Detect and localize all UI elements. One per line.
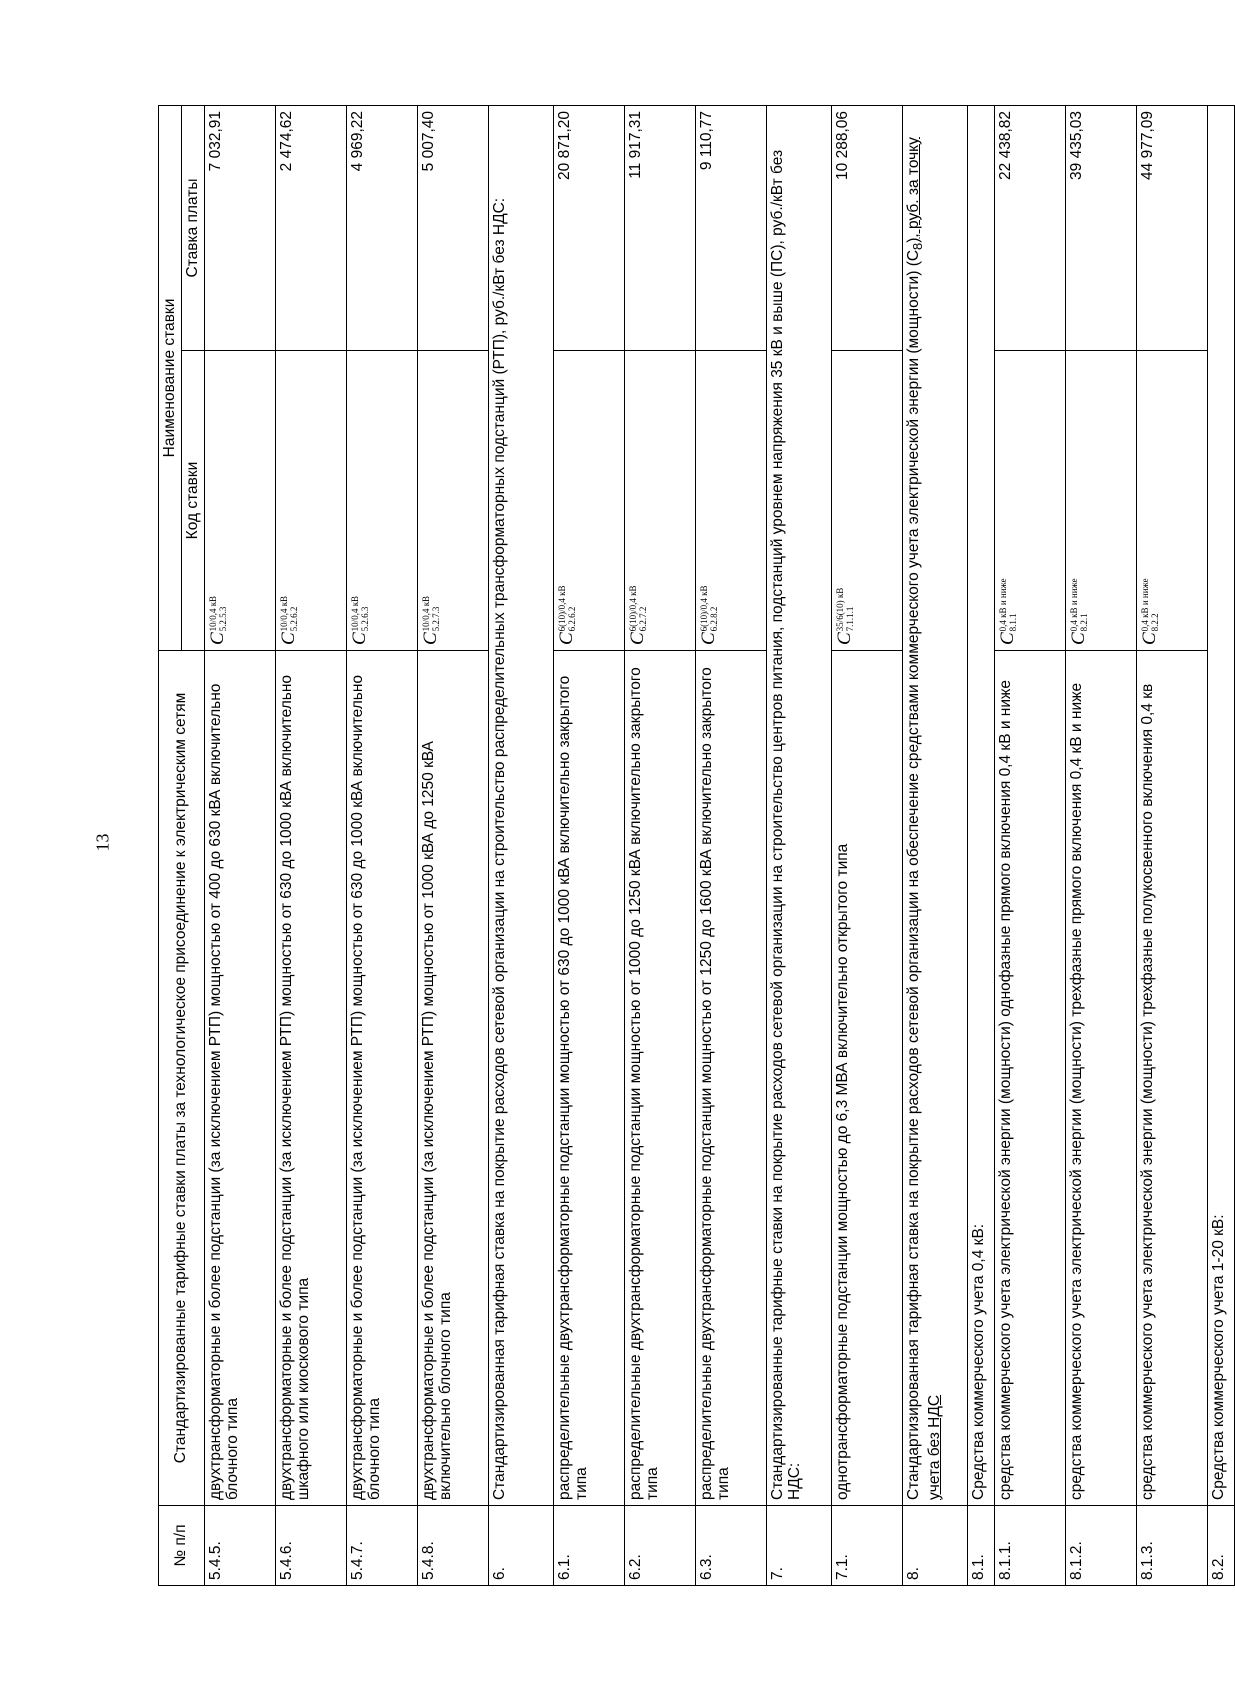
rate-code-symbol: C: [996, 632, 1018, 645]
row-description: средства коммерческого учета электрической энергии (мощности) трехфазные полукосвенного включения 0,4 кв: [1136, 651, 1207, 1506]
rate-code-superscript: 6(10)/0,4 кВ: [628, 585, 639, 632]
row-description: двухтрансформаторные и более подстанции (за исключением РТП) мощностью от 630 до 1000 кВА включительно шкафного или киоскового типа: [275, 651, 346, 1506]
row-number: 8.1.3.: [1136, 1506, 1207, 1586]
rate-code: [346, 351, 417, 651]
rate-code-indices: [208, 596, 228, 631]
row-description: двухтрансформаторные и более подстанции (за исключением РТП) мощностью от 400 до 630 кВА включительно блочного типа: [204, 651, 275, 1506]
row-number: 6.: [488, 1506, 553, 1586]
rate-code-subscript: 8.1.1: [1008, 613, 1019, 632]
rate-code-subscript: 8.2.2: [1150, 613, 1161, 632]
section-description: Стандартизированные тарифные ставки на покрытие расходов сетевой организации на строительство центров питания, подстанций уровнем напряжения 35 кВ и выше (ПС), руб./кВт без НДС:: [766, 105, 831, 1505]
rate-code-subscript: 5.2.6.3: [360, 606, 371, 632]
tariff-table-container: [158, 106, 1227, 1586]
row-description: средства коммерческого учета электрической энергии (мощности) трехфазные прямого включения 0,4 кВ и ниже: [1065, 651, 1136, 1506]
rate-value: 7 032,91: [204, 105, 275, 350]
rate-code-subscript: 7.1.1.1: [845, 606, 856, 632]
row-number: 8.2.: [1207, 1506, 1234, 1586]
rate-code-superscript: 6(10)/0,4 кВ: [699, 585, 710, 632]
rate-code-indices: [557, 585, 577, 631]
table-row: [695, 105, 766, 1585]
rate-code-indices: [699, 585, 719, 631]
table-row: [766, 105, 831, 1585]
section-description: [902, 105, 967, 1505]
rate-code: [553, 351, 624, 651]
header-rate: Ставка платы: [181, 105, 204, 350]
table-row: [275, 105, 346, 1585]
rate-code-superscript: 0,4 кВ и ниже: [1140, 578, 1151, 632]
rate-value: 4 969,22: [346, 105, 417, 350]
row-description: средства коммерческого учета электрической энергии (мощности) однофазные прямого включения 0,4 кВ и ниже: [994, 651, 1065, 1506]
rate-value: 9 110,77: [695, 105, 766, 350]
page-number: 13: [92, 833, 113, 852]
rate-code-symbol: C: [626, 632, 648, 645]
row-number: 8.1.: [967, 1506, 994, 1586]
table-body: [204, 105, 1234, 1585]
rate-code: [695, 351, 766, 651]
table-row: [902, 105, 967, 1585]
row-number: 6.1.: [553, 1506, 624, 1586]
row-number: 7.: [766, 1506, 831, 1586]
row-number: 7.1.: [831, 1506, 902, 1586]
table-row: [1207, 105, 1234, 1585]
section-description: Средства коммерческого учета 0,4 кВ:: [967, 105, 994, 1505]
header-description: Стандартизированные тарифные ставки платы за технологическое присоединение к электрическим сетям: [159, 651, 205, 1506]
row-description: распределительные двухтрансформаторные подстанции мощностью от 1000 до 1250 кВА включительно закрытого типа: [624, 651, 695, 1506]
section-text-a: Стандартизированная тарифная ставка на покрытие расходов сетевой организации на обеспечение средствами коммерческого учета электрической энергии (мощности) (C: [904, 249, 922, 1500]
rate-value: 39 435,03: [1065, 105, 1136, 350]
table-row: [204, 105, 275, 1585]
rate-code-indices: [350, 596, 370, 631]
row-number: 6.2.: [624, 1506, 695, 1586]
row-description: распределительные двухтрансформаторные подстанции мощностью от 630 до 1000 кВА включительно закрытого типа: [553, 651, 624, 1506]
rate-code: [204, 351, 275, 651]
rate-code-superscript: 10/0,4 кВ: [421, 595, 432, 632]
table-row: [994, 105, 1065, 1585]
rate-code-symbol: C: [555, 632, 577, 645]
rate-code-subscript: 6.2.7.2: [638, 606, 649, 632]
rate-code-superscript: 6(10)/0,4 кВ: [557, 585, 568, 632]
section-text-sub: 8: [909, 242, 925, 250]
section-description: Средства коммерческого учета 1-20 кВ:: [1207, 105, 1234, 1505]
rate-code-superscript: 35/6(10) кВ: [835, 587, 846, 632]
row-number: 5.4.7.: [346, 1506, 417, 1586]
section-description: Стандартизированная тарифная ставка на покрытие расходов сетевой организации на строительство распределительных трансформаторных подстанций (РТП), руб./кВт без НДС:: [488, 105, 553, 1505]
row-number: 8.1.1.: [994, 1506, 1065, 1586]
rate-code-indices: [628, 585, 648, 631]
table-row: [346, 105, 417, 1585]
row-number: 5.4.5.: [204, 1506, 275, 1586]
rate-code-superscript: 0,4 кВ и ниже: [1069, 578, 1080, 632]
rate-value: 44 977,09: [1136, 105, 1207, 350]
rate-code-subscript: 5.2.6.2: [289, 606, 300, 632]
table-row: [831, 105, 902, 1585]
row-number: 8.: [902, 1506, 967, 1586]
table-row: [624, 105, 695, 1585]
table-row: [553, 105, 624, 1585]
rate-code-subscript: 6.2.6.2: [567, 606, 578, 632]
rate-code: [831, 351, 902, 651]
header-num: № п/п: [159, 1506, 205, 1586]
row-number: 5.4.6.: [275, 1506, 346, 1586]
rate-value: 22 438,82: [994, 105, 1065, 350]
rotated-sheet: [158, 106, 1227, 1586]
rate-value: 2 474,62: [275, 105, 346, 350]
rate-value: 10 288,06: [831, 105, 902, 350]
rate-code-indices: [279, 596, 299, 631]
rate-code-indices: [421, 596, 441, 631]
rate-code: [1136, 351, 1207, 651]
rate-code-indices: [1069, 578, 1089, 631]
row-number: 8.1.2.: [1065, 1506, 1136, 1586]
rate-code-subscript: 5.2.7.3: [431, 606, 442, 632]
rate-code: [1065, 351, 1136, 651]
rate-value: 5 007,40: [417, 105, 488, 350]
rate-value: 20 871,20: [553, 105, 624, 350]
row-description: двухтрансформаторные и более подстанции (за исключением РТП) мощностью от 1000 кВА до 1250 кВА включительно блочного типа: [417, 651, 488, 1506]
rate-code-subscript: 5.2.5.3: [218, 606, 229, 632]
row-description: однотрансформаторные подстанции мощностью до 6,3 МВА включительно открытого типа: [831, 651, 902, 1506]
rate-code-symbol: C: [697, 632, 719, 645]
section-text-b: ), руб. за точку учета без НДС: [904, 137, 943, 1500]
rate-code-symbol: C: [833, 632, 855, 645]
row-description: распределительные двухтрансформаторные подстанции мощностью от 1250 до 1600 кВА включительно закрытого типа: [695, 651, 766, 1506]
rate-code-symbol: C: [1138, 632, 1160, 645]
header-code: Код ставки: [181, 351, 204, 651]
table-row: [1136, 105, 1207, 1585]
rate-code-symbol: C: [419, 632, 441, 645]
rate-code-superscript: 0,4 кВ и ниже: [998, 578, 1009, 632]
tariff-table: [158, 105, 1235, 1586]
rate-code-symbol: C: [1067, 632, 1089, 645]
row-number: 6.3.: [695, 1506, 766, 1586]
rate-code: [994, 351, 1065, 651]
rate-code-superscript: 10/0,4 кВ: [208, 595, 219, 632]
rate-code-indices: [998, 578, 1018, 631]
rate-code-superscript: 10/0,4 кВ: [350, 595, 361, 632]
rate-code-symbol: C: [206, 632, 228, 645]
rate-code: [417, 351, 488, 651]
rate-code-symbol: C: [277, 632, 299, 645]
rate-code: [624, 351, 695, 651]
row-number: 5.4.8.: [417, 1506, 488, 1586]
header-name-group: Наименование ставки: [159, 105, 182, 650]
table-row: [1065, 105, 1136, 1585]
rate-code-subscript: 8.2.1: [1079, 613, 1090, 632]
table-row: [417, 105, 488, 1585]
rate-value: 11 917,31: [624, 105, 695, 350]
row-description: двухтрансформаторные и более подстанции (за исключением РТП) мощностью от 630 до 1000 кВА включительно блочного типа: [346, 651, 417, 1506]
rate-code: [275, 351, 346, 651]
rate-code-subscript: 6.2.8.2: [709, 606, 720, 632]
rate-code-symbol: C: [348, 632, 370, 645]
table-row: [488, 105, 553, 1585]
table-row: [967, 105, 994, 1585]
rate-code-indices: [1140, 578, 1160, 631]
rate-code-superscript: 10/0,4 кВ: [279, 595, 290, 632]
rate-code-indices: [835, 588, 855, 632]
